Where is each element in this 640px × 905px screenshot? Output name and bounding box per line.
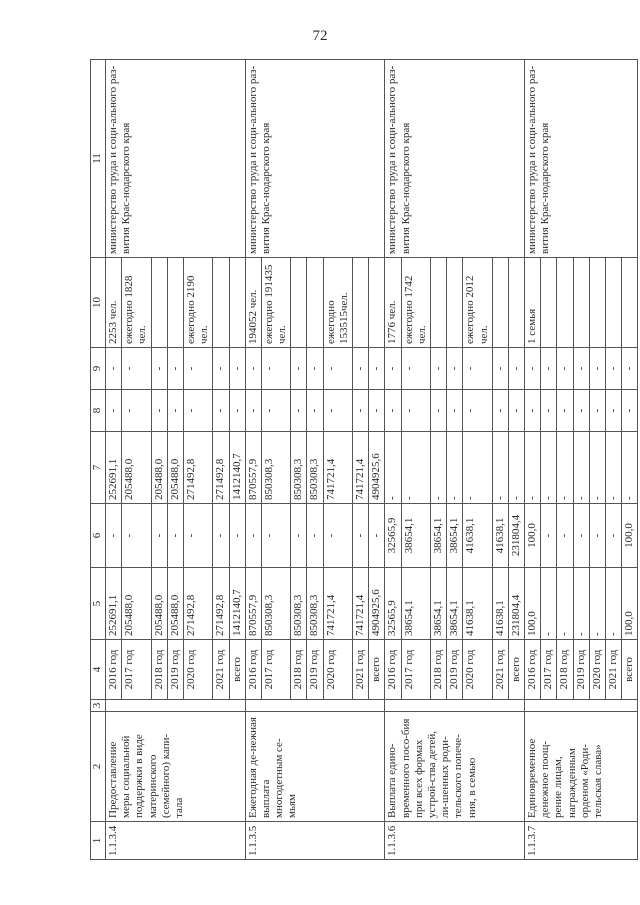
total-amount-cell: 870557,9: [245, 568, 261, 640]
result-cell: 1 семья: [525, 258, 541, 348]
total-amount-cell: -: [589, 568, 605, 640]
local-budget-cell: -: [573, 390, 589, 432]
local-budget-cell: -: [291, 390, 307, 432]
other-sources-cell: -: [508, 348, 524, 390]
federal-budget-cell: 41638,1: [492, 504, 508, 568]
other-sources-cell: -: [151, 348, 167, 390]
federal-budget-cell: 32565,9: [385, 504, 401, 568]
total-amount-cell: 741721,4: [353, 568, 369, 640]
other-sources-cell: -: [213, 348, 229, 390]
executor-cell: министерство труда и соци-ального раз-вития Крас-нодарского края: [106, 60, 246, 258]
regional-budget-cell: -: [541, 432, 557, 504]
regional-budget-cell: -: [385, 432, 401, 504]
total-amount-cell: -: [573, 568, 589, 640]
regional-budget-cell: -: [589, 432, 605, 504]
result-cell: [622, 258, 638, 348]
year-cell: 2018 год: [557, 640, 573, 700]
total-amount-cell: 41638,1: [492, 568, 508, 640]
other-sources-cell: -: [430, 348, 446, 390]
executor-cell: министерство труда и соци-ального раз-вития Крас-нодарского края: [525, 60, 638, 258]
measure-name: Ежегодная де-нежная выплата многодетным се-мьям: [245, 712, 385, 822]
regional-budget-cell: -: [463, 432, 492, 504]
result-cell: 2253 чел.: [106, 258, 122, 348]
measure-name: Выплата едино-временного посо-бия при всех формах устрой-ства детей, ли-шенных роди-тельского попече-ния, в семью: [385, 712, 525, 822]
regional-budget-cell: -: [508, 432, 524, 504]
total-amount-cell: 271492,8: [183, 568, 212, 640]
regional-budget-cell: -: [430, 432, 446, 504]
result-cell: [213, 258, 229, 348]
other-sources-cell: -: [183, 348, 212, 390]
result-cell: ежегодно 1742 чел.: [401, 258, 430, 348]
local-budget-cell: -: [167, 390, 183, 432]
executor-cell: министерство труда и соци-ального раз-вития Крас-нодарского края: [245, 60, 385, 258]
year-cell: 2020 год: [183, 640, 212, 700]
table-row: [245, 60, 261, 860]
year-cell: 2020 год: [589, 640, 605, 700]
year-cell: 2021 год: [213, 640, 229, 700]
regional-budget-cell: 850308,3: [307, 432, 323, 504]
total-amount-cell: 231804,4: [508, 568, 524, 640]
result-cell: ежегодно 1828 чел.: [122, 258, 151, 348]
year-cell: 2017 год: [401, 640, 430, 700]
regional-budget-cell: -: [525, 432, 541, 504]
program-measures-table: [90, 59, 638, 860]
other-sources-cell: -: [122, 348, 151, 390]
total-amount-cell: 205488,0: [151, 568, 167, 640]
table-body: [106, 60, 638, 860]
result-cell: ежегодно 191435 чел.: [261, 258, 290, 348]
regional-budget-cell: -: [622, 432, 638, 504]
total-amount-cell: 252691,1: [106, 568, 122, 640]
total-amount-cell: 1412140,7: [229, 568, 245, 640]
local-budget-cell: -: [369, 390, 385, 432]
local-budget-cell: -: [213, 390, 229, 432]
local-budget-cell: -: [541, 390, 557, 432]
federal-budget-cell: 100,0: [622, 504, 638, 568]
local-budget-cell: -: [183, 390, 212, 432]
federal-budget-cell: 38654,1: [447, 504, 463, 568]
federal-budget-cell: -: [291, 504, 307, 568]
regional-budget-cell: -: [573, 432, 589, 504]
local-budget-cell: -: [463, 390, 492, 432]
empty-col-3: [385, 700, 525, 712]
other-sources-cell: -: [557, 348, 573, 390]
empty-col-3: [106, 700, 246, 712]
year-cell: 2020 год: [463, 640, 492, 700]
federal-budget-cell: -: [307, 504, 323, 568]
local-budget-cell: -: [385, 390, 401, 432]
year-cell: 2021 год: [353, 640, 369, 700]
regional-budget-cell: 205488,0: [167, 432, 183, 504]
measure-code: 1.1.3.7: [525, 822, 638, 860]
other-sources-cell: -: [353, 348, 369, 390]
federal-budget-cell: -: [606, 504, 622, 568]
federal-budget-cell: -: [167, 504, 183, 568]
federal-budget-cell: -: [183, 504, 212, 568]
local-budget-cell: -: [353, 390, 369, 432]
result-cell: 1776 чел.: [385, 258, 401, 348]
local-budget-cell: -: [323, 390, 352, 432]
measure-code: 1.1.3.4: [106, 822, 246, 860]
total-amount-cell: 271492,8: [213, 568, 229, 640]
federal-budget-cell: -: [261, 504, 290, 568]
federal-budget-cell: -: [213, 504, 229, 568]
other-sources-cell: -: [573, 348, 589, 390]
regional-budget-cell: -: [492, 432, 508, 504]
other-sources-cell: -: [622, 348, 638, 390]
empty-col-3: [525, 700, 638, 712]
other-sources-cell: -: [525, 348, 541, 390]
year-cell: 2017 год: [122, 640, 151, 700]
result-cell: ежегодно 2190 чел.: [183, 258, 212, 348]
table-row: [106, 60, 122, 860]
year-cell: 2017 год: [261, 640, 290, 700]
other-sources-cell: -: [463, 348, 492, 390]
year-cell: всего: [229, 640, 245, 700]
header-row: [91, 60, 106, 860]
result-cell: [447, 258, 463, 348]
federal-budget-cell: -: [369, 504, 385, 568]
measure-name: Единовременное денежное поощ-рение лицам, награжденным орденом «Роди-тельская слава»: [525, 712, 638, 822]
regional-budget-cell: -: [447, 432, 463, 504]
other-sources-cell: -: [589, 348, 605, 390]
regional-budget-cell: 205488,0: [151, 432, 167, 504]
federal-budget-cell: -: [541, 504, 557, 568]
other-sources-cell: -: [401, 348, 430, 390]
regional-budget-cell: 271492,8: [213, 432, 229, 504]
result-cell: [541, 258, 557, 348]
other-sources-cell: -: [229, 348, 245, 390]
federal-budget-cell: -: [106, 504, 122, 568]
year-cell: 2018 год: [291, 640, 307, 700]
result-cell: ежегодно 2012 чел.: [463, 258, 492, 348]
year-cell: 2019 год: [307, 640, 323, 700]
total-amount-cell: 850308,3: [307, 568, 323, 640]
measure-code: 1.1.3.6: [385, 822, 525, 860]
local-budget-cell: -: [245, 390, 261, 432]
other-sources-cell: -: [261, 348, 290, 390]
regional-budget-cell: 870557,9: [245, 432, 261, 504]
year-cell: 2017 год: [541, 640, 557, 700]
total-amount-cell: 850308,3: [261, 568, 290, 640]
year-cell: 2019 год: [167, 640, 183, 700]
table-row: [525, 60, 541, 860]
federal-budget-cell: 38654,1: [430, 504, 446, 568]
other-sources-cell: -: [447, 348, 463, 390]
other-sources-cell: -: [245, 348, 261, 390]
other-sources-cell: -: [106, 348, 122, 390]
empty-col-3: [245, 700, 385, 712]
total-amount-cell: 850308,3: [291, 568, 307, 640]
other-sources-cell: -: [606, 348, 622, 390]
total-amount-cell: 100,0: [622, 568, 638, 640]
year-cell: 2018 год: [151, 640, 167, 700]
total-amount-cell: -: [541, 568, 557, 640]
result-cell: [557, 258, 573, 348]
col-header-10: 10: [91, 258, 106, 348]
local-budget-cell: -: [447, 390, 463, 432]
local-budget-cell: -: [307, 390, 323, 432]
total-amount-cell: -: [557, 568, 573, 640]
local-budget-cell: -: [106, 390, 122, 432]
regional-budget-cell: 741721,4: [323, 432, 352, 504]
result-cell: [606, 258, 622, 348]
federal-budget-cell: 41638,1: [463, 504, 492, 568]
result-cell: [291, 258, 307, 348]
regional-budget-cell: 1412140,7: [229, 432, 245, 504]
col-header-9: 9: [91, 348, 106, 390]
federal-budget-cell: 100,0: [525, 504, 541, 568]
col-header-5: 5: [91, 568, 106, 640]
year-cell: 2020 год: [323, 640, 352, 700]
regional-budget-cell: 205488,0: [122, 432, 151, 504]
result-cell: [151, 258, 167, 348]
local-budget-cell: -: [622, 390, 638, 432]
local-budget-cell: -: [229, 390, 245, 432]
other-sources-cell: -: [323, 348, 352, 390]
year-cell: 2019 год: [447, 640, 463, 700]
local-budget-cell: -: [261, 390, 290, 432]
other-sources-cell: -: [541, 348, 557, 390]
local-budget-cell: -: [151, 390, 167, 432]
result-cell: [573, 258, 589, 348]
year-cell: всего: [622, 640, 638, 700]
regional-budget-cell: 850308,3: [261, 432, 290, 504]
rotated-table-container: [90, 60, 636, 860]
total-amount-cell: 41638,1: [463, 568, 492, 640]
year-cell: 2016 год: [245, 640, 261, 700]
col-header-3: 3: [91, 700, 106, 712]
col-header-1: 1: [91, 822, 106, 860]
result-cell: [369, 258, 385, 348]
col-header-4: 4: [91, 640, 106, 700]
regional-budget-cell: -: [606, 432, 622, 504]
year-cell: всего: [508, 640, 524, 700]
measure-name: Предоставление меры социальной поддержки в виде материнского (семейного) капи-тала: [106, 712, 246, 822]
local-budget-cell: -: [606, 390, 622, 432]
other-sources-cell: -: [385, 348, 401, 390]
total-amount-cell: 38654,1: [401, 568, 430, 640]
year-cell: 2016 год: [385, 640, 401, 700]
result-cell: [167, 258, 183, 348]
regional-budget-cell: 4904925,6: [369, 432, 385, 504]
federal-budget-cell: -: [557, 504, 573, 568]
table-row: [385, 60, 401, 860]
measure-code: 1.1.3.5: [245, 822, 385, 860]
result-cell: [492, 258, 508, 348]
result-cell: [307, 258, 323, 348]
regional-budget-cell: 271492,8: [183, 432, 212, 504]
federal-budget-cell: -: [323, 504, 352, 568]
total-amount-cell: 205488,0: [167, 568, 183, 640]
total-amount-cell: 38654,1: [447, 568, 463, 640]
federal-budget-cell: 231804,4: [508, 504, 524, 568]
total-amount-cell: 100,0: [525, 568, 541, 640]
year-cell: 2016 год: [525, 640, 541, 700]
year-cell: 2021 год: [606, 640, 622, 700]
regional-budget-cell: 850308,3: [291, 432, 307, 504]
year-cell: 2021 год: [492, 640, 508, 700]
regional-budget-cell: 741721,4: [353, 432, 369, 504]
total-amount-cell: 32565,9: [385, 568, 401, 640]
federal-budget-cell: -: [151, 504, 167, 568]
col-header-11: 11: [91, 60, 106, 258]
federal-budget-cell: -: [229, 504, 245, 568]
year-cell: 2016 год: [106, 640, 122, 700]
col-header-8: 8: [91, 390, 106, 432]
year-cell: всего: [369, 640, 385, 700]
year-cell: 2019 год: [573, 640, 589, 700]
col-header-2: 2: [91, 712, 106, 822]
regional-budget-cell: -: [557, 432, 573, 504]
page-number: 72: [312, 28, 328, 44]
total-amount-cell: 38654,1: [430, 568, 446, 640]
federal-budget-cell: -: [353, 504, 369, 568]
local-budget-cell: -: [122, 390, 151, 432]
col-header-6: 6: [91, 504, 106, 568]
result-cell: ежегодно 153515чел.: [323, 258, 352, 348]
total-amount-cell: 741721,4: [323, 568, 352, 640]
result-cell: [508, 258, 524, 348]
other-sources-cell: -: [492, 348, 508, 390]
local-budget-cell: -: [401, 390, 430, 432]
other-sources-cell: -: [369, 348, 385, 390]
other-sources-cell: -: [291, 348, 307, 390]
regional-budget-cell: -: [401, 432, 430, 504]
federal-budget-cell: -: [589, 504, 605, 568]
other-sources-cell: -: [307, 348, 323, 390]
total-amount-cell: 4904925,6: [369, 568, 385, 640]
federal-budget-cell: -: [122, 504, 151, 568]
local-budget-cell: -: [525, 390, 541, 432]
federal-budget-cell: -: [245, 504, 261, 568]
result-cell: [430, 258, 446, 348]
year-cell: 2018 год: [430, 640, 446, 700]
regional-budget-cell: 252691,1: [106, 432, 122, 504]
federal-budget-cell: -: [573, 504, 589, 568]
local-budget-cell: -: [430, 390, 446, 432]
federal-budget-cell: 38654,1: [401, 504, 430, 568]
result-cell: 194052 чел.: [245, 258, 261, 348]
result-cell: [589, 258, 605, 348]
col-header-7: 7: [91, 432, 106, 504]
local-budget-cell: -: [492, 390, 508, 432]
local-budget-cell: -: [508, 390, 524, 432]
result-cell: [229, 258, 245, 348]
local-budget-cell: -: [589, 390, 605, 432]
other-sources-cell: -: [167, 348, 183, 390]
total-amount-cell: -: [606, 568, 622, 640]
executor-cell: министерство труда и соци-ального раз-вития Крас-нодарского края: [385, 60, 525, 258]
result-cell: [353, 258, 369, 348]
total-amount-cell: 205488,0: [122, 568, 151, 640]
local-budget-cell: -: [557, 390, 573, 432]
